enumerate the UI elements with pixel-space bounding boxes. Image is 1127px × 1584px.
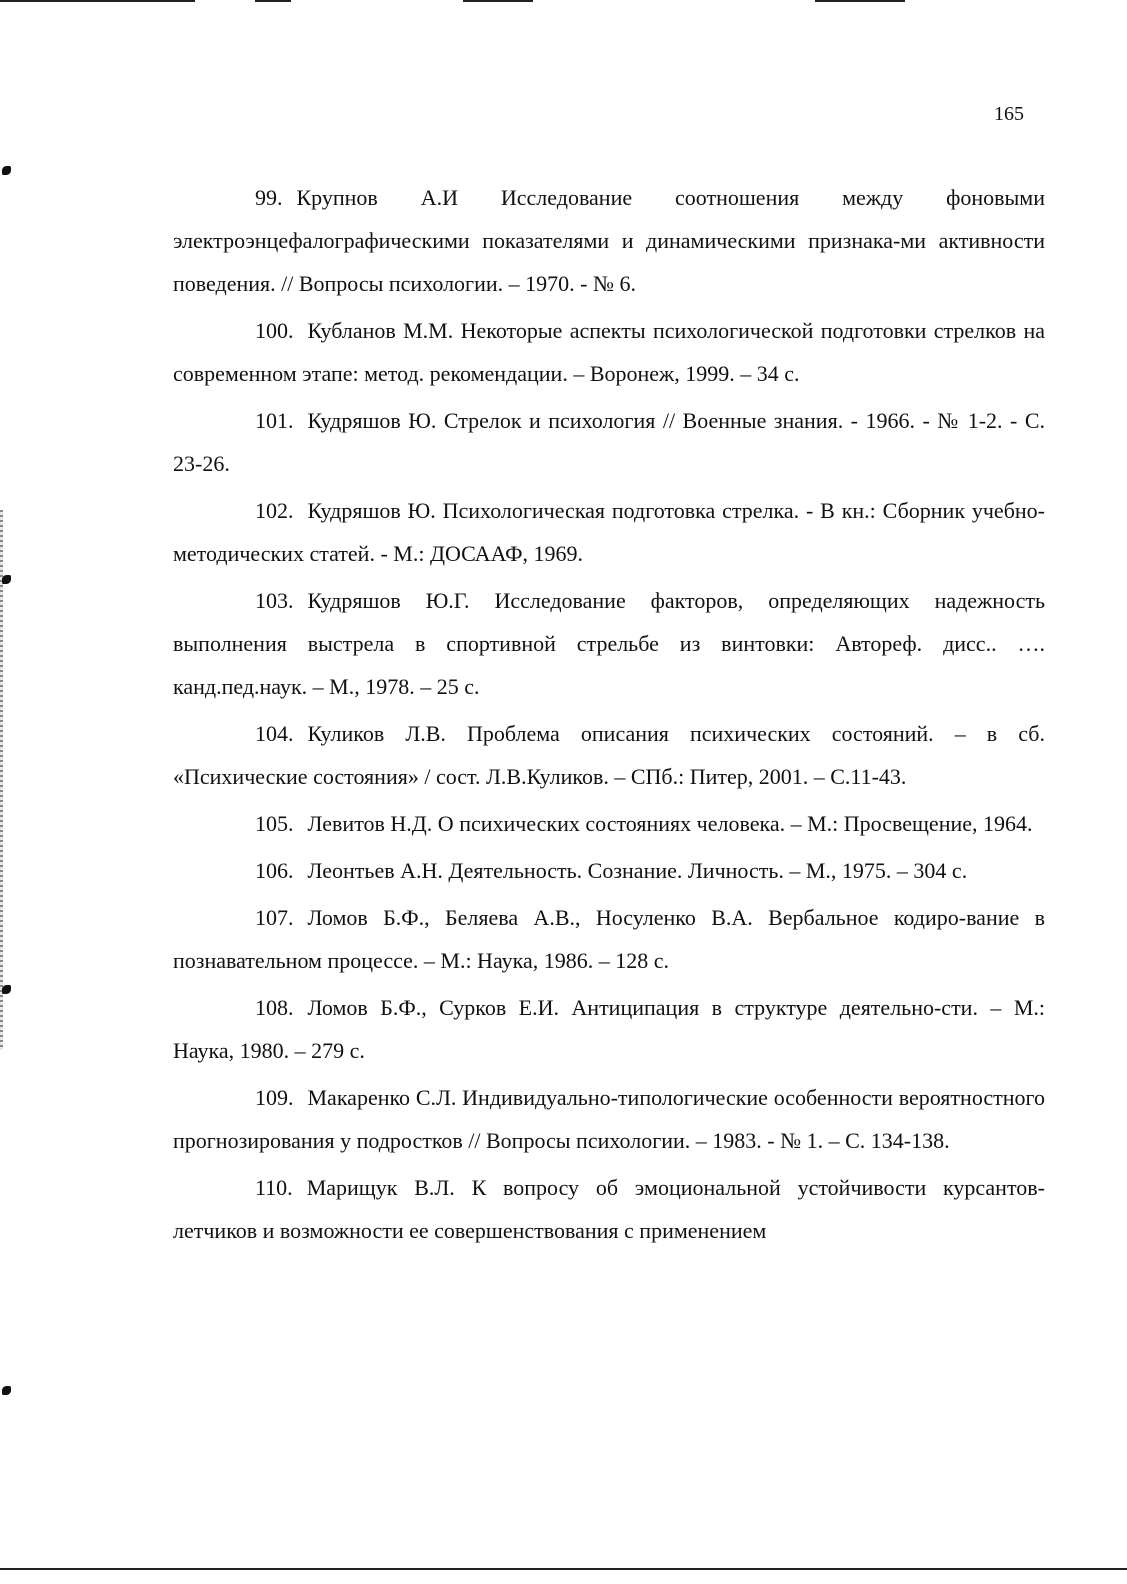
entry-text: Ломов Б.Ф., Сурков Е.И. Антиципация в структуре деятельно-сти. – М.: Наука, 1980. – 279 с. xyxy=(173,995,1045,1063)
scan-edge-line xyxy=(0,0,195,2)
entry-text: Кудряшов Ю.Г. Исследование факторов, определяющих надежность выполнения выстрела в спортивной стрельбе из винтовки: Автореф. дисс.. …. канд.пед.наук. – М., 1978. – 25 с. xyxy=(173,588,1045,699)
bibliography-entry xyxy=(173,802,1045,845)
scan-hole-mark xyxy=(2,575,11,584)
entry-number: 100. xyxy=(255,318,294,343)
bibliography-entry xyxy=(173,176,1045,305)
entry-number: 106. xyxy=(255,858,294,883)
scan-edge-line xyxy=(815,0,905,2)
entry-text: Кубланов М.М. Некоторые аспекты психологической подготовки стрелков на современном этапе: метод. рекомендации. – Воронеж, 1999. – 34 с. xyxy=(173,318,1045,386)
scan-hole-mark xyxy=(2,1386,11,1395)
entry-number: 108. xyxy=(255,995,294,1020)
scan-binding-shadow xyxy=(0,510,3,1050)
entry-text: Ломов Б.Ф., Беляева А.В., Носуленко В.А. Вербальное кодиро-вание в познавательном процессе. – М.: Наука, 1986. – 128 с. xyxy=(173,905,1045,973)
entry-text: Леонтьев А.Н. Деятельность. Сознание. Личность. – М., 1975. – 304 с. xyxy=(307,858,968,883)
scan-edge-line xyxy=(463,0,533,2)
entry-number: 110. xyxy=(255,1175,293,1200)
entry-text: Кудряшов Ю. Стрелок и психология // Военные знания. - 1966. - № 1-2. - С. 23-26. xyxy=(173,408,1045,476)
scan-hole-mark xyxy=(2,166,11,175)
entry-number: 103. xyxy=(255,588,294,613)
entry-number: 105. xyxy=(255,811,294,836)
bibliography-entry xyxy=(173,309,1045,395)
entry-text: Кудряшов Ю. Психологическая подготовка стрелка. - В кн.: Сборник учебно-методических статей. - М.: ДОСААФ, 1969. xyxy=(173,498,1045,566)
bibliography-entry xyxy=(173,399,1045,485)
entry-text: Макаренко С.Л. Индивидуально-типологические особенности вероятностного прогнозирования у подростков // Вопросы психологии. – 1983. - № 1. – С. 134-138. xyxy=(173,1085,1045,1153)
bibliography-entry xyxy=(173,1166,1045,1252)
entry-number: 109. xyxy=(255,1085,294,1110)
bibliography-entry xyxy=(173,712,1045,798)
entry-number: 107. xyxy=(255,905,294,930)
bibliography-entry xyxy=(173,489,1045,575)
entry-number: 102. xyxy=(255,498,294,523)
entry-text: Марищук В.Л. К вопросу об эмоциональной устойчивости курсантов-летчиков и возможности ее совершенствования с применением xyxy=(173,1175,1045,1243)
entry-text: Левитов Н.Д. О психических состояниях человека. – М.: Просвещение, 1964. xyxy=(307,811,1033,836)
bibliography-entry xyxy=(173,849,1045,892)
entry-number: 101. xyxy=(255,408,294,433)
bibliography-entry xyxy=(173,1076,1045,1162)
page-number: 165 xyxy=(994,103,1024,125)
bibliography-entry xyxy=(173,896,1045,982)
bibliography-entry xyxy=(173,579,1045,708)
entry-number: 104. xyxy=(255,721,294,746)
bibliography-entry xyxy=(173,986,1045,1072)
entry-number: 99. xyxy=(255,185,283,210)
scan-edge-line xyxy=(0,1568,1127,1570)
bibliography-list xyxy=(173,176,1045,1256)
entry-text: Крупнов А.И Исследование соотношения между фоновыми электроэнцефалографическими показателями и динамическими признака-ми активности поведения. // Вопросы психологии. – 1970. - № 6. xyxy=(173,185,1045,296)
entry-text: Куликов Л.В. Проблема описания психических состояний. – в сб. «Психические состояния» / сост. Л.В.Куликов. – СПб.: Питер, 2001. – С.11-43. xyxy=(173,721,1045,789)
scan-hole-mark xyxy=(2,985,11,994)
scan-edge-line xyxy=(255,0,291,2)
